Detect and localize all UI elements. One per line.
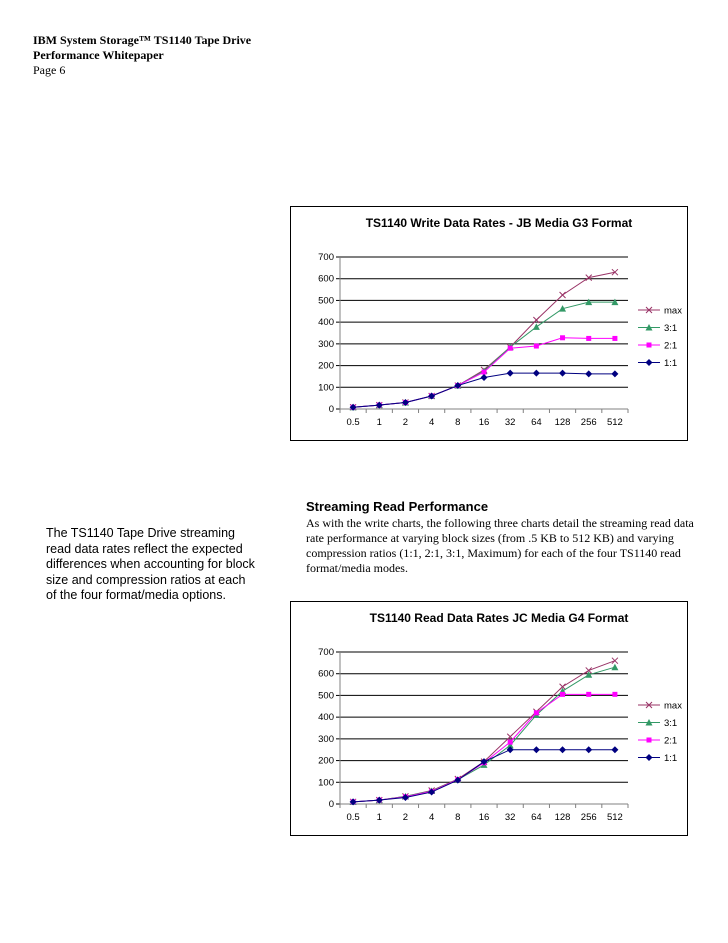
data-point — [612, 336, 617, 341]
y-tick-label: 700 — [318, 647, 334, 658]
write-chart-svg — [291, 207, 687, 440]
y-tick-label: 600 — [318, 273, 334, 285]
y-tick-label: 0 — [328, 404, 334, 415]
x-tick-label: 128 — [554, 812, 571, 823]
data-point — [586, 692, 591, 697]
x-tick-label: 64 — [531, 417, 542, 428]
data-point — [611, 664, 618, 671]
data-point — [611, 370, 618, 377]
legend-label: 1:1 — [664, 358, 678, 369]
legend-marker — [646, 359, 653, 366]
header-subtitle: Performance Whitepaper — [33, 48, 164, 62]
page-header — [33, 33, 251, 78]
header-title: IBM System Storage™ TS1140 Tape Drive — [33, 33, 252, 47]
legend-label: max — [664, 700, 682, 712]
legend — [638, 701, 682, 765]
chart-title: TS1140 Read Data Rates JC Media G4 Format — [369, 611, 629, 625]
x-tick-label: 128 — [554, 417, 571, 428]
x-tick-label: 512 — [606, 812, 623, 823]
y-tick-label: 200 — [318, 360, 334, 372]
data-point — [585, 746, 592, 753]
data-point — [482, 370, 487, 375]
data-point — [507, 370, 514, 377]
data-point — [611, 746, 618, 753]
data-point — [533, 746, 540, 753]
data-point — [508, 740, 513, 745]
data-point — [534, 344, 539, 349]
series-line-2-1 — [353, 694, 615, 801]
x-tick-label: 32 — [504, 417, 516, 428]
data-point — [533, 323, 540, 330]
x-tick-label: 512 — [606, 417, 623, 428]
x-tick-label: 256 — [580, 812, 597, 823]
legend-label: max — [664, 305, 682, 317]
x-tick-label: 256 — [580, 417, 597, 428]
x-tick-label: 64 — [531, 812, 542, 823]
series-line-max — [353, 661, 615, 802]
x-tick-label: 4 — [428, 812, 435, 823]
data-point — [560, 292, 566, 298]
write-chart — [290, 206, 688, 441]
data-point — [612, 692, 617, 697]
y-tick-label: 500 — [318, 295, 334, 307]
x-tick-label: 1 — [376, 417, 382, 428]
data-point — [559, 370, 566, 377]
callout-text: The TS1140 Tape Drive streaming read data rates reflect the expected differences when accounting for block size and compression ratios at each of the four format/media options. — [46, 526, 255, 602]
x-tick-label: 8 — [455, 417, 461, 428]
legend-marker — [646, 754, 653, 761]
y-tick-label: 600 — [318, 668, 334, 680]
y-tick-label: 100 — [318, 777, 334, 789]
y-tick-label: 100 — [318, 382, 334, 394]
y-tick-label: 700 — [318, 252, 334, 263]
series-line-3-1 — [353, 667, 615, 802]
legend-marker — [647, 343, 652, 348]
x-tick-label: 0.5 — [346, 812, 360, 823]
legend-label: 2:1 — [664, 735, 678, 747]
y-tick-label: 200 — [318, 755, 334, 767]
data-point — [612, 658, 618, 664]
y-tick-label: 300 — [318, 733, 334, 745]
legend-label: 3:1 — [664, 718, 678, 729]
y-tick-label: 400 — [318, 712, 334, 724]
legend-label: 3:1 — [664, 323, 678, 334]
section-heading: Streaming Read Performance — [306, 499, 489, 514]
y-tick-label: 500 — [318, 690, 334, 702]
x-tick-label: 2 — [402, 417, 409, 428]
x-tick-label: 0.5 — [346, 417, 360, 428]
page-number: Page 6 — [33, 63, 66, 77]
data-point — [559, 746, 566, 753]
data-point — [534, 710, 539, 715]
legend-marker — [647, 738, 652, 743]
data-point — [560, 692, 565, 697]
data-point — [481, 374, 488, 381]
read-chart — [290, 601, 688, 836]
legend-label: 1:1 — [664, 753, 678, 764]
data-point — [508, 346, 513, 351]
data-point — [533, 370, 540, 377]
section-body: As with the write charts, the following three charts detail the streaming read data rate performance at varying block sizes (from .5 KB to 512 KB) and varying compression ratios (1:1, 2:1, 3:1, Maximum) for each of the four TS1140 read format/media modes. — [306, 516, 694, 575]
x-tick-label: 8 — [455, 812, 461, 823]
x-tick-label: 1 — [376, 812, 382, 823]
y-tick-label: 400 — [318, 317, 334, 329]
x-tick-label: 16 — [478, 417, 490, 428]
x-tick-label: 32 — [504, 812, 516, 823]
series-line-1-1 — [353, 750, 615, 802]
data-point — [586, 336, 591, 341]
chart-title: TS1140 Write Data Rates - JB Media G3 Format — [365, 216, 633, 230]
data-point — [560, 335, 565, 340]
y-tick-label: 300 — [318, 338, 334, 350]
series-line-3-1 — [353, 302, 615, 407]
legend — [638, 306, 682, 370]
legend-label: 2:1 — [664, 340, 678, 352]
y-tick-label: 0 — [328, 799, 334, 810]
data-point — [585, 370, 592, 377]
read-chart-svg — [291, 602, 687, 835]
x-tick-label: 4 — [428, 417, 435, 428]
x-tick-label: 16 — [478, 812, 490, 823]
x-tick-label: 2 — [402, 812, 409, 823]
